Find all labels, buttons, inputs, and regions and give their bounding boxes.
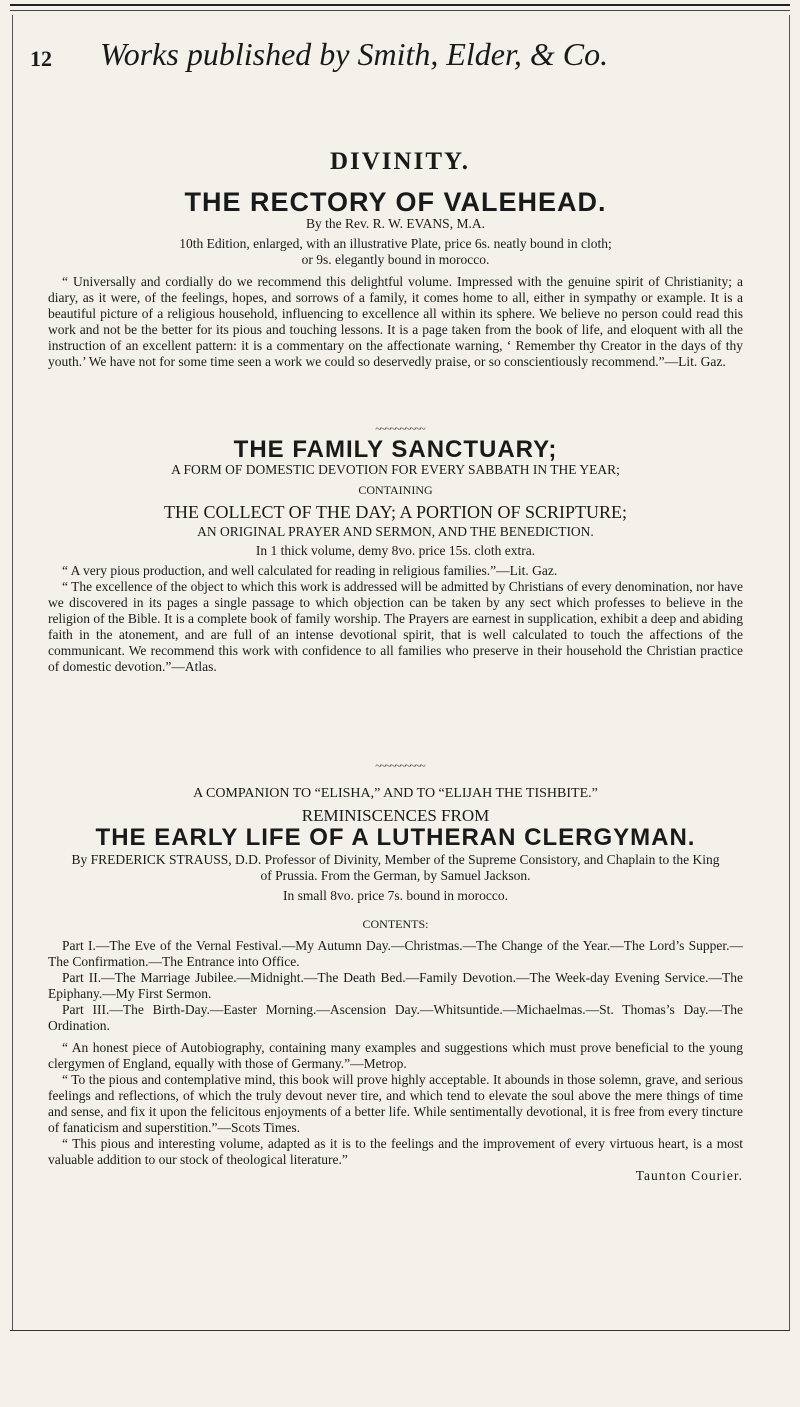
contents-part: Part III.—The Birth-Day.—Easter Morning.—Ascension Day.—Whitsuntide.—Michaelmas.—St. Thomas’s Day.—The Ordination. <box>48 1002 743 1033</box>
divider-ornament: ~~~~~~~~~~ <box>375 423 425 435</box>
book-author: By FREDERICK STRAUSS, D.D. Professor of Divinity, Member of the Supreme Consistory, and Chaplain to the King of Prussia. From the German, by Samuel Jackson. <box>71 852 720 883</box>
contents-part: Part I.—The Eve of the Vernal Festival.—My Autumn Day.—Christmas.—The Change of the Year.—The Lord’s Supper.—The Confirmation.—The Entrance into Office. <box>48 938 743 969</box>
review-source: Taunton Courier. <box>635 1168 743 1183</box>
right-border <box>789 15 790 1330</box>
book-subtitle-prayer: AN ORIGINAL PRAYER AND SERMON, AND THE BENEDICTION. <box>197 524 594 539</box>
left-border <box>12 15 13 1330</box>
book-edition-alt: or 9s. elegantly bound in morocco. <box>301 252 490 267</box>
book-review: “ An honest piece of Autobiography, containing many examples and suggestions which must prove beneficial to the young clergymen of England, equally with those of Germany.”—Metrop. <box>48 1040 743 1071</box>
book-author: By the Rev. R. W. EVANS, M.A. <box>306 216 485 231</box>
book-edition: 10th Edition, enlarged, with an illustrative Plate, price 6s. neatly bound in cloth; <box>179 236 612 251</box>
book-subtitle: A FORM OF DOMESTIC DEVOTION FOR EVERY SABBATH IN THE YEAR; <box>171 462 620 477</box>
bottom-rule <box>10 1330 790 1331</box>
book-review: “ To the pious and contemplative mind, this book will prove highly acceptable. It abounds in those solemn, grave, and serious feelings and reflections, of which the truly devout never tire, and which tend to elevate the soul above the mere things of time and sense, and fix it upon the felicitous enjoyments of a better life. While sentimentally devotional, it is free from every tincture of fanaticism and superstition.”—Scots Times. <box>48 1072 743 1135</box>
running-title: Works published by Smith, Elder, & Co. <box>100 36 609 72</box>
book-review: “ The excellence of the object to which this work is addressed will be admitted by Christians of every denomination, nor have we discovered in its pages a single passage to which objection can be taken by any sect which professes to believe in the religion of the Bible. It is a complete book of family worship. The Prayers are earnest in supplication, exhibit a deep and abiding faith in the atonement, and are full of an intense devotional spirit, that is well calculated to touch the affections of the communicant. We recommend this work with confidence to all families who preserve in their household the Christian practice of domestic devotion.”—Atlas. <box>48 579 743 674</box>
book-edition: In small 8vo. price 7s. bound in morocco. <box>283 888 508 903</box>
book-review: “ Universally and cordially do we recommend this delightful volume. Impressed with the genuine spirit of Christianity; a diary, as it were, of the feelings, hopes, and sorrows of a family, it comes home to all, either in sympathy or example. It is a beautiful picture of a religious household, influencing to excellence all within its sphere. We believe no person could read this work and not be the better for its pious and touching lessons. It is a page taken from the book of life, and eloquent with all the instruction of an excellent pattern: it is a commentary on the affectionate warning, ‘ Remember thy Creator in the days of thy youth.’ We have not for some time seen a work we could so deservedly praise, or so conscientiously recommend.”—Lit. Gaz. <box>48 274 743 369</box>
book-lutheran-clergyman <box>48 786 743 1184</box>
divider-ornament: ~~~~~~~~~~ <box>375 760 425 772</box>
book-family-sanctuary <box>48 436 743 675</box>
book-rectory <box>48 187 743 370</box>
book-title: THE EARLY LIFE OF A LUTHERAN CLERGYMAN. <box>95 824 696 851</box>
section-heading: DIVINITY. <box>329 148 471 175</box>
contents-part: Part II.—The Marriage Jubilee.—Midnight.—The Death Bed.—Family Devotion.—The Week-day Evening Service.—The Epiphany.—My First Sermon. <box>48 970 743 1001</box>
page-number: 12 <box>30 46 52 71</box>
book-companion: A COMPANION TO “ELISHA,” AND TO “ELIJAH THE TISHBITE.” <box>193 786 598 801</box>
book-review: “ This pious and interesting volume, adapted as it is to the feelings and the improvement of every virtuous heart, is a most valuable addition to our stock of theological literature.” <box>48 1136 743 1167</box>
book-subtitle-containing: CONTAINING <box>358 483 433 497</box>
contents-label: CONTENTS: <box>362 917 429 931</box>
top-rule-thin <box>10 10 790 11</box>
book-title: THE RECTORY OF VALEHEAD. <box>184 187 607 217</box>
book-title: THE FAMILY SANCTUARY; <box>233 436 558 463</box>
book-review: “ A very pious production, and well calculated for reading in religious families.”—Lit. Gaz. <box>62 563 558 578</box>
book-edition: In 1 thick volume, demy 8vo. price 15s. cloth extra. <box>255 543 536 558</box>
book-pretitle: REMINISCENCES FROM <box>301 806 490 825</box>
book-subtitle-collect: THE COLLECT OF THE DAY; A PORTION OF SCRIPTURE; <box>164 502 627 522</box>
top-rule <box>10 4 790 6</box>
